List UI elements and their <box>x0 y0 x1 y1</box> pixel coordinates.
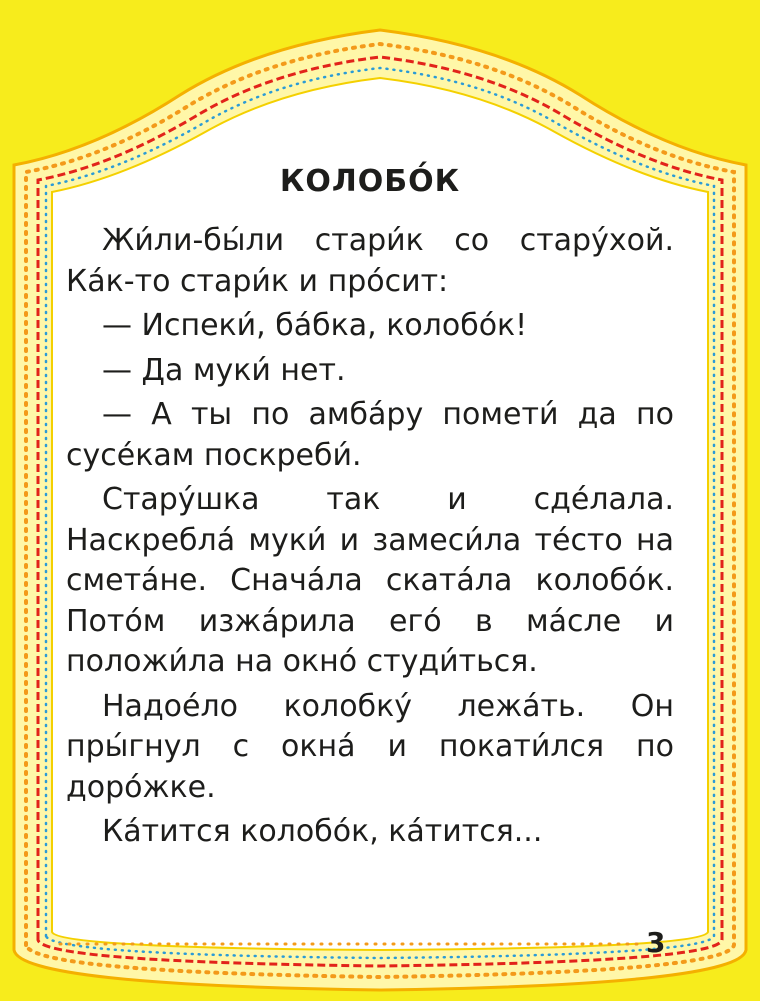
paragraph: Жи́ли-бы́ли стари́к со стару́хой. Ка́к-то стари́к и про́сит: <box>66 223 674 299</box>
paragraph: — А ты по амба́ру помети́ да по сусе́кам поскреби́. <box>66 397 674 473</box>
page-number: 3 <box>646 926 666 959</box>
paragraph: Ка́тится колобо́к, ка́тится... <box>102 814 543 849</box>
paragraph: — Испеки́, ба́бка, колобо́к! <box>102 308 528 343</box>
paragraph: — Да муки́ нет. <box>102 352 346 388</box>
paragraph: Стару́шка так и сде́лала. Наскребла́ муки́ и замеси́ла те́сто на смета́не. Снача́ла ската́ла колобо́к. Пото́м изжа́рила его́ в ма́сле и положи́ла на окно́ студи́ться. <box>66 482 674 679</box>
story-content <box>66 150 674 857</box>
story-title: КОЛОБО́К <box>279 164 461 199</box>
paragraph: Надое́ло колобку́ лежа́ть. Он пры́гнул с окна́ и покати́лся по доро́жке. <box>66 688 674 805</box>
